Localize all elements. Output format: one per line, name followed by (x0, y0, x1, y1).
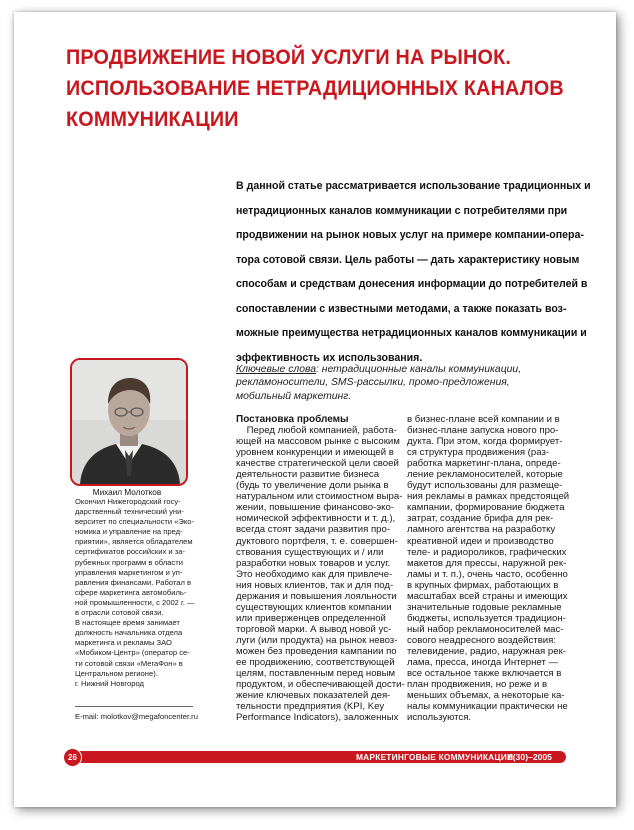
abstract-line: можные преимущества нетрадиционных каналов коммуникации и (236, 327, 587, 339)
body-line: торговой марки. А вывод новой ус- (236, 623, 392, 635)
title-line: ПРОДВИЖЕНИЕ НОВОЙ УСЛУГИ НА РЫНОК. (66, 45, 512, 69)
author-bio (75, 497, 193, 689)
author-portrait-icon (72, 360, 186, 484)
bio-line: в отрасли сотовой связи. (75, 608, 164, 618)
body-line: ся структура продвижения (раз- (407, 447, 550, 459)
author-city: г. Нижний Новгород (75, 678, 144, 688)
magazine-name: МАРКЕТИНГОВЫЕ КОММУНИКАЦИИ (356, 752, 514, 762)
bio-line: управления маркетингом и уп- (75, 567, 183, 577)
body-line: масштабах всей страны и имеющих (407, 590, 568, 602)
body-line: меньших объемах, а некоторые ка- (407, 690, 565, 702)
article-title (66, 42, 564, 135)
abstract-line: способам и средствам донесения информации до потребителей в (236, 278, 588, 290)
abstract-line: нетрадиционных каналов коммуникации с потребителями при (236, 204, 568, 217)
body-line: ее продвижению, соответствующей (236, 657, 395, 669)
keywords-label: Ключевые слова (236, 364, 317, 375)
body-line: дуктового портфеля, т. е. совершен- (236, 535, 398, 547)
body-line: план продвижения, но реже и в (407, 679, 548, 691)
body-line: натуральном или стоимостном выра- (236, 491, 403, 503)
body-line: Перед любой компанией, работа- (236, 425, 397, 437)
body-line: ный набор рекламоносителей мас- (407, 623, 564, 635)
bio-line: рубежных программ в области (75, 557, 183, 567)
bio-line: маркетинга и рекламы ЗАО (75, 638, 172, 648)
body-line: ствования существующих и / или (236, 546, 384, 558)
article-abstract (236, 174, 591, 370)
body-line: всегда стоят задачи развития про- (236, 524, 391, 536)
body-line: все остальное также включается в (407, 668, 562, 680)
body-line: кампании, формирование бюджета (407, 502, 565, 514)
bio-line: дарственный технический уни- (75, 507, 184, 517)
body-line: ющей на массовом рынке с высоким (236, 436, 400, 448)
abstract-line: тора сотовой связи. Цель работы — дать характеристику новым (236, 253, 580, 266)
body-line: продуктом, и обеспечивающей дости- (236, 679, 405, 691)
body-line: ление рекламоносителей, которые (407, 469, 563, 481)
bio-line: номика и управление на пред- (75, 527, 183, 537)
keywords-text: : нетрадиционные каналы коммуникации, рекламоносители, SMS-рассылки, промо-предложения, мобильный маркетинг. (236, 364, 522, 402)
body-line: теле- и радиороликов, графических (407, 546, 567, 558)
bio-line: должность начальника отдела (75, 628, 183, 638)
body-line: качестве стратегической цели своей (236, 458, 399, 470)
abstract-line: сопоставлении с известными методами, а также показать воз- (236, 302, 567, 315)
body-line: номической эффективности и т. д.), (236, 513, 396, 525)
body-line: держания и повышения лояльности (236, 590, 397, 602)
abstract-line: продвижении на рынок новых услуг на примере компании-опера- (236, 229, 584, 241)
body-line: бизнес-плане запуска нового про- (407, 425, 559, 437)
body-line: лама, пресса, иногда Интернет — (407, 657, 559, 669)
body-line: жение ключевых показателей дея- (236, 690, 391, 702)
issue-number: 6(30)–2005 (508, 752, 552, 762)
bio-line: верситет по специальности «Эко- (75, 517, 195, 527)
body-line: дукта. При этом, когда формирует- (407, 436, 563, 448)
body-line: ламы и т. п.), очень часто, особенно (407, 568, 568, 580)
body-line: работка маркетинг-плана, опреде- (407, 458, 561, 470)
body-line: Performance Indicators), заложенных (236, 712, 399, 724)
body-line: луги (или продукта) на рынок невоз- (236, 634, 398, 646)
title-line: ИСПОЛЬЗОВАНИЕ НЕТРАДИЦИОННЫХ КАНАЛОВ (66, 76, 564, 100)
body-line: значительные годовые рекламные (407, 601, 562, 613)
bio-line: Центральном регионе). (75, 668, 158, 678)
body-line: бюджеты, используется традицион- (407, 612, 566, 624)
body-line: используются. (407, 712, 472, 724)
bio-divider (75, 706, 193, 707)
body-line: существующих клиентов компании (236, 601, 392, 613)
abstract-line: эффективность их использования. (236, 351, 423, 364)
bio-line: сфере маркетинга автомобиль- (75, 587, 187, 597)
page-number: 26 (63, 748, 82, 767)
abstract-line: В данной статье рассматривается использование традиционных и (236, 180, 591, 192)
body-line: (будь то увеличение доли рынка в (236, 480, 389, 492)
body-line: разработки новых товаров и услуг. (236, 557, 391, 569)
author-email: E-mail: molotkov@megafoncenter.ru (75, 712, 198, 721)
body-line: в крупных фирмах, работающих в (407, 579, 559, 591)
title-line: КОММУНИКАЦИИ (66, 107, 239, 131)
body-line: или приверженцев определенной (236, 612, 386, 624)
body-column-2 (407, 414, 570, 724)
body-line: ния новых клиентов, так и для под- (236, 579, 394, 591)
body-line: макетов для прессы, наружной рек- (407, 557, 567, 569)
bio-line: «Мобиком-Центр» (оператор се- (75, 648, 190, 658)
body-line: налы коммуникации практически не (407, 701, 568, 713)
bio-line: Окончил Нижегородский госу- (75, 497, 181, 506)
bio-line: ти сотовой связи «МегаФон» в (75, 658, 183, 668)
body-line: Это необходимо как для привлече- (236, 568, 393, 580)
body-line: ламного агентства на разработку (407, 524, 556, 536)
body-line: затрат, создание брифа для рек- (407, 513, 554, 525)
body-line: деятельности развитие бизнеса (236, 469, 380, 481)
body-line: жении, повышение финансово-эко- (236, 502, 394, 514)
keywords (236, 363, 563, 403)
body-line: уровнем конкуренции и имеющей в (236, 447, 394, 459)
bio-line: ной промышленности, с 2002 г. — (75, 597, 195, 607)
author-name: Михаил Молотков (92, 488, 162, 497)
bio-line: сертификатов российских и за- (75, 547, 185, 557)
body-column-1 (236, 414, 405, 724)
bio-line: равления финансами. Работал в (75, 577, 192, 587)
body-line: сового неадресного воздействия: (407, 634, 557, 646)
body-line: целям, поставленным перед новым (236, 668, 396, 680)
body-line: телевидение, радио, наружная рек- (407, 645, 566, 657)
body-line: тельности предприятия (KPI, Key (236, 701, 385, 713)
body-line: креативной идеи и производство (407, 535, 554, 547)
body-line: в бизнес-плане всей компании и в (407, 414, 560, 425)
body-line: ния рекламы в рамках предстоящей (407, 491, 570, 503)
section-heading: Постановка проблемы (236, 414, 349, 425)
bio-line: В настоящее время занимает (75, 618, 180, 628)
author-photo (70, 358, 188, 486)
bio-line: приятии», является обладателем (75, 537, 193, 547)
body-line: можен без проведения кампании по (236, 645, 397, 657)
body-line: будут использованы для размеще- (407, 480, 563, 492)
